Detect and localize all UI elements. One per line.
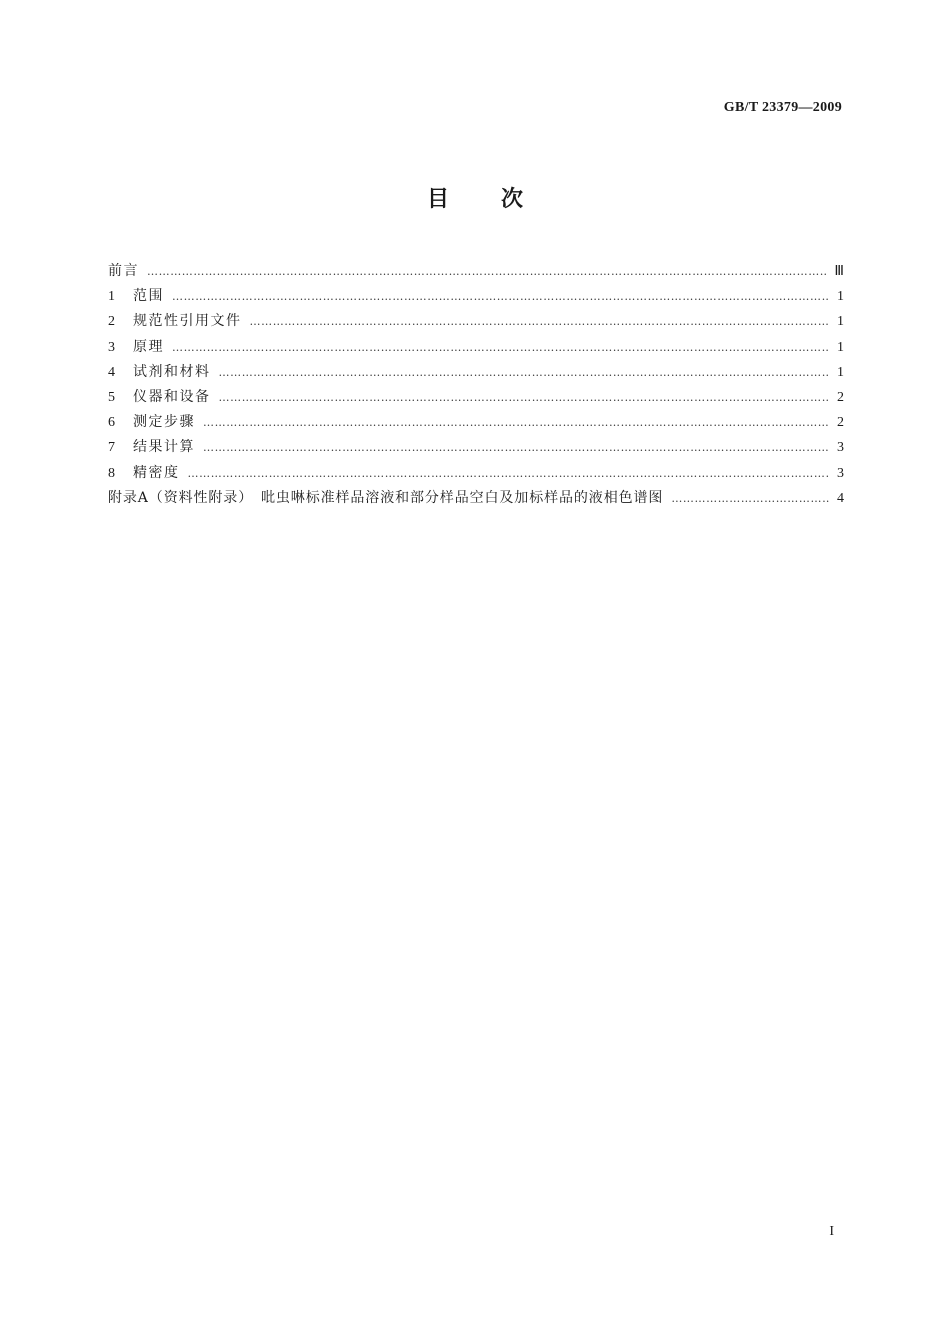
- toc-entry-page: 3: [837, 440, 844, 456]
- toc-entry-label: 结果计算: [133, 439, 195, 456]
- table-of-contents: [108, 259, 844, 511]
- toc-entry-page: 2: [837, 389, 844, 405]
- toc-leader-dots: [203, 410, 830, 435]
- toc-entry-number: 7: [108, 440, 115, 456]
- title-char-1: 目: [426, 187, 449, 212]
- toc-leader-dots: [219, 385, 831, 410]
- toc-entry-label: 前言: [108, 263, 139, 279]
- toc-entry-page: 1: [837, 339, 844, 355]
- toc-entry-label: 原理: [133, 338, 164, 355]
- toc-entry-page: Ⅲ: [834, 264, 844, 279]
- toc-entry-number: 5: [108, 389, 115, 405]
- toc-entry-4[interactable]: [108, 360, 844, 385]
- toc-entry-5[interactable]: [108, 385, 844, 410]
- toc-leader-dots: [219, 360, 831, 385]
- toc-leader-dots: [671, 486, 830, 511]
- toc-entry-number: 6: [108, 415, 115, 431]
- toc-entry-label: 精密度: [133, 464, 180, 481]
- toc-entry-label: 规范性引用文件: [133, 313, 242, 330]
- toc-entry-2[interactable]: [108, 309, 844, 334]
- toc-entry-label: 试剂和材料: [133, 363, 211, 380]
- page-title: [0, 182, 950, 213]
- toc-entry-8[interactable]: [108, 461, 844, 486]
- toc-entry-label: 测定步骤: [133, 414, 195, 431]
- toc-entry-label: 范围: [133, 288, 164, 305]
- toc-leader-dots: [172, 284, 830, 309]
- toc-entry-number: 4: [108, 364, 115, 380]
- toc-entry-page: 1: [837, 289, 844, 305]
- title-char-2: 次: [501, 187, 524, 212]
- toc-entry-number: 2: [108, 314, 115, 330]
- toc-entry-3[interactable]: [108, 335, 844, 360]
- toc-entry-annex-a[interactable]: [108, 486, 844, 511]
- toc-entry-number: 3: [108, 339, 115, 355]
- toc-leader-dots: [147, 259, 828, 284]
- toc-entry-number: 8: [108, 465, 115, 481]
- toc-entry-1[interactable]: [108, 284, 844, 309]
- toc-leader-dots: [172, 335, 830, 360]
- toc-leader-dots: [203, 435, 830, 460]
- toc-entry-7[interactable]: [108, 435, 844, 460]
- toc-entry-label: 仪器和设备: [133, 388, 211, 405]
- toc-entry-6[interactable]: [108, 410, 844, 435]
- toc-entry-page: 2: [837, 415, 844, 431]
- toc-entry-number: 1: [108, 289, 115, 305]
- page-number: I: [829, 1224, 834, 1239]
- toc-leader-dots: [250, 309, 831, 334]
- toc-leader-dots: [188, 461, 831, 486]
- toc-entry-page: 4: [837, 490, 844, 506]
- toc-entry-foreword[interactable]: [108, 259, 844, 284]
- toc-entry-page: 3: [837, 465, 844, 481]
- standard-code: GB/T 23379—2009: [723, 100, 842, 115]
- toc-entry-label: 附录A（资料性附录） 吡虫啉标准样品溶液和部分样品空白及加标样品的液相色谱图: [108, 489, 664, 506]
- toc-entry-page: 1: [837, 314, 844, 330]
- toc-entry-page: 1: [837, 364, 844, 380]
